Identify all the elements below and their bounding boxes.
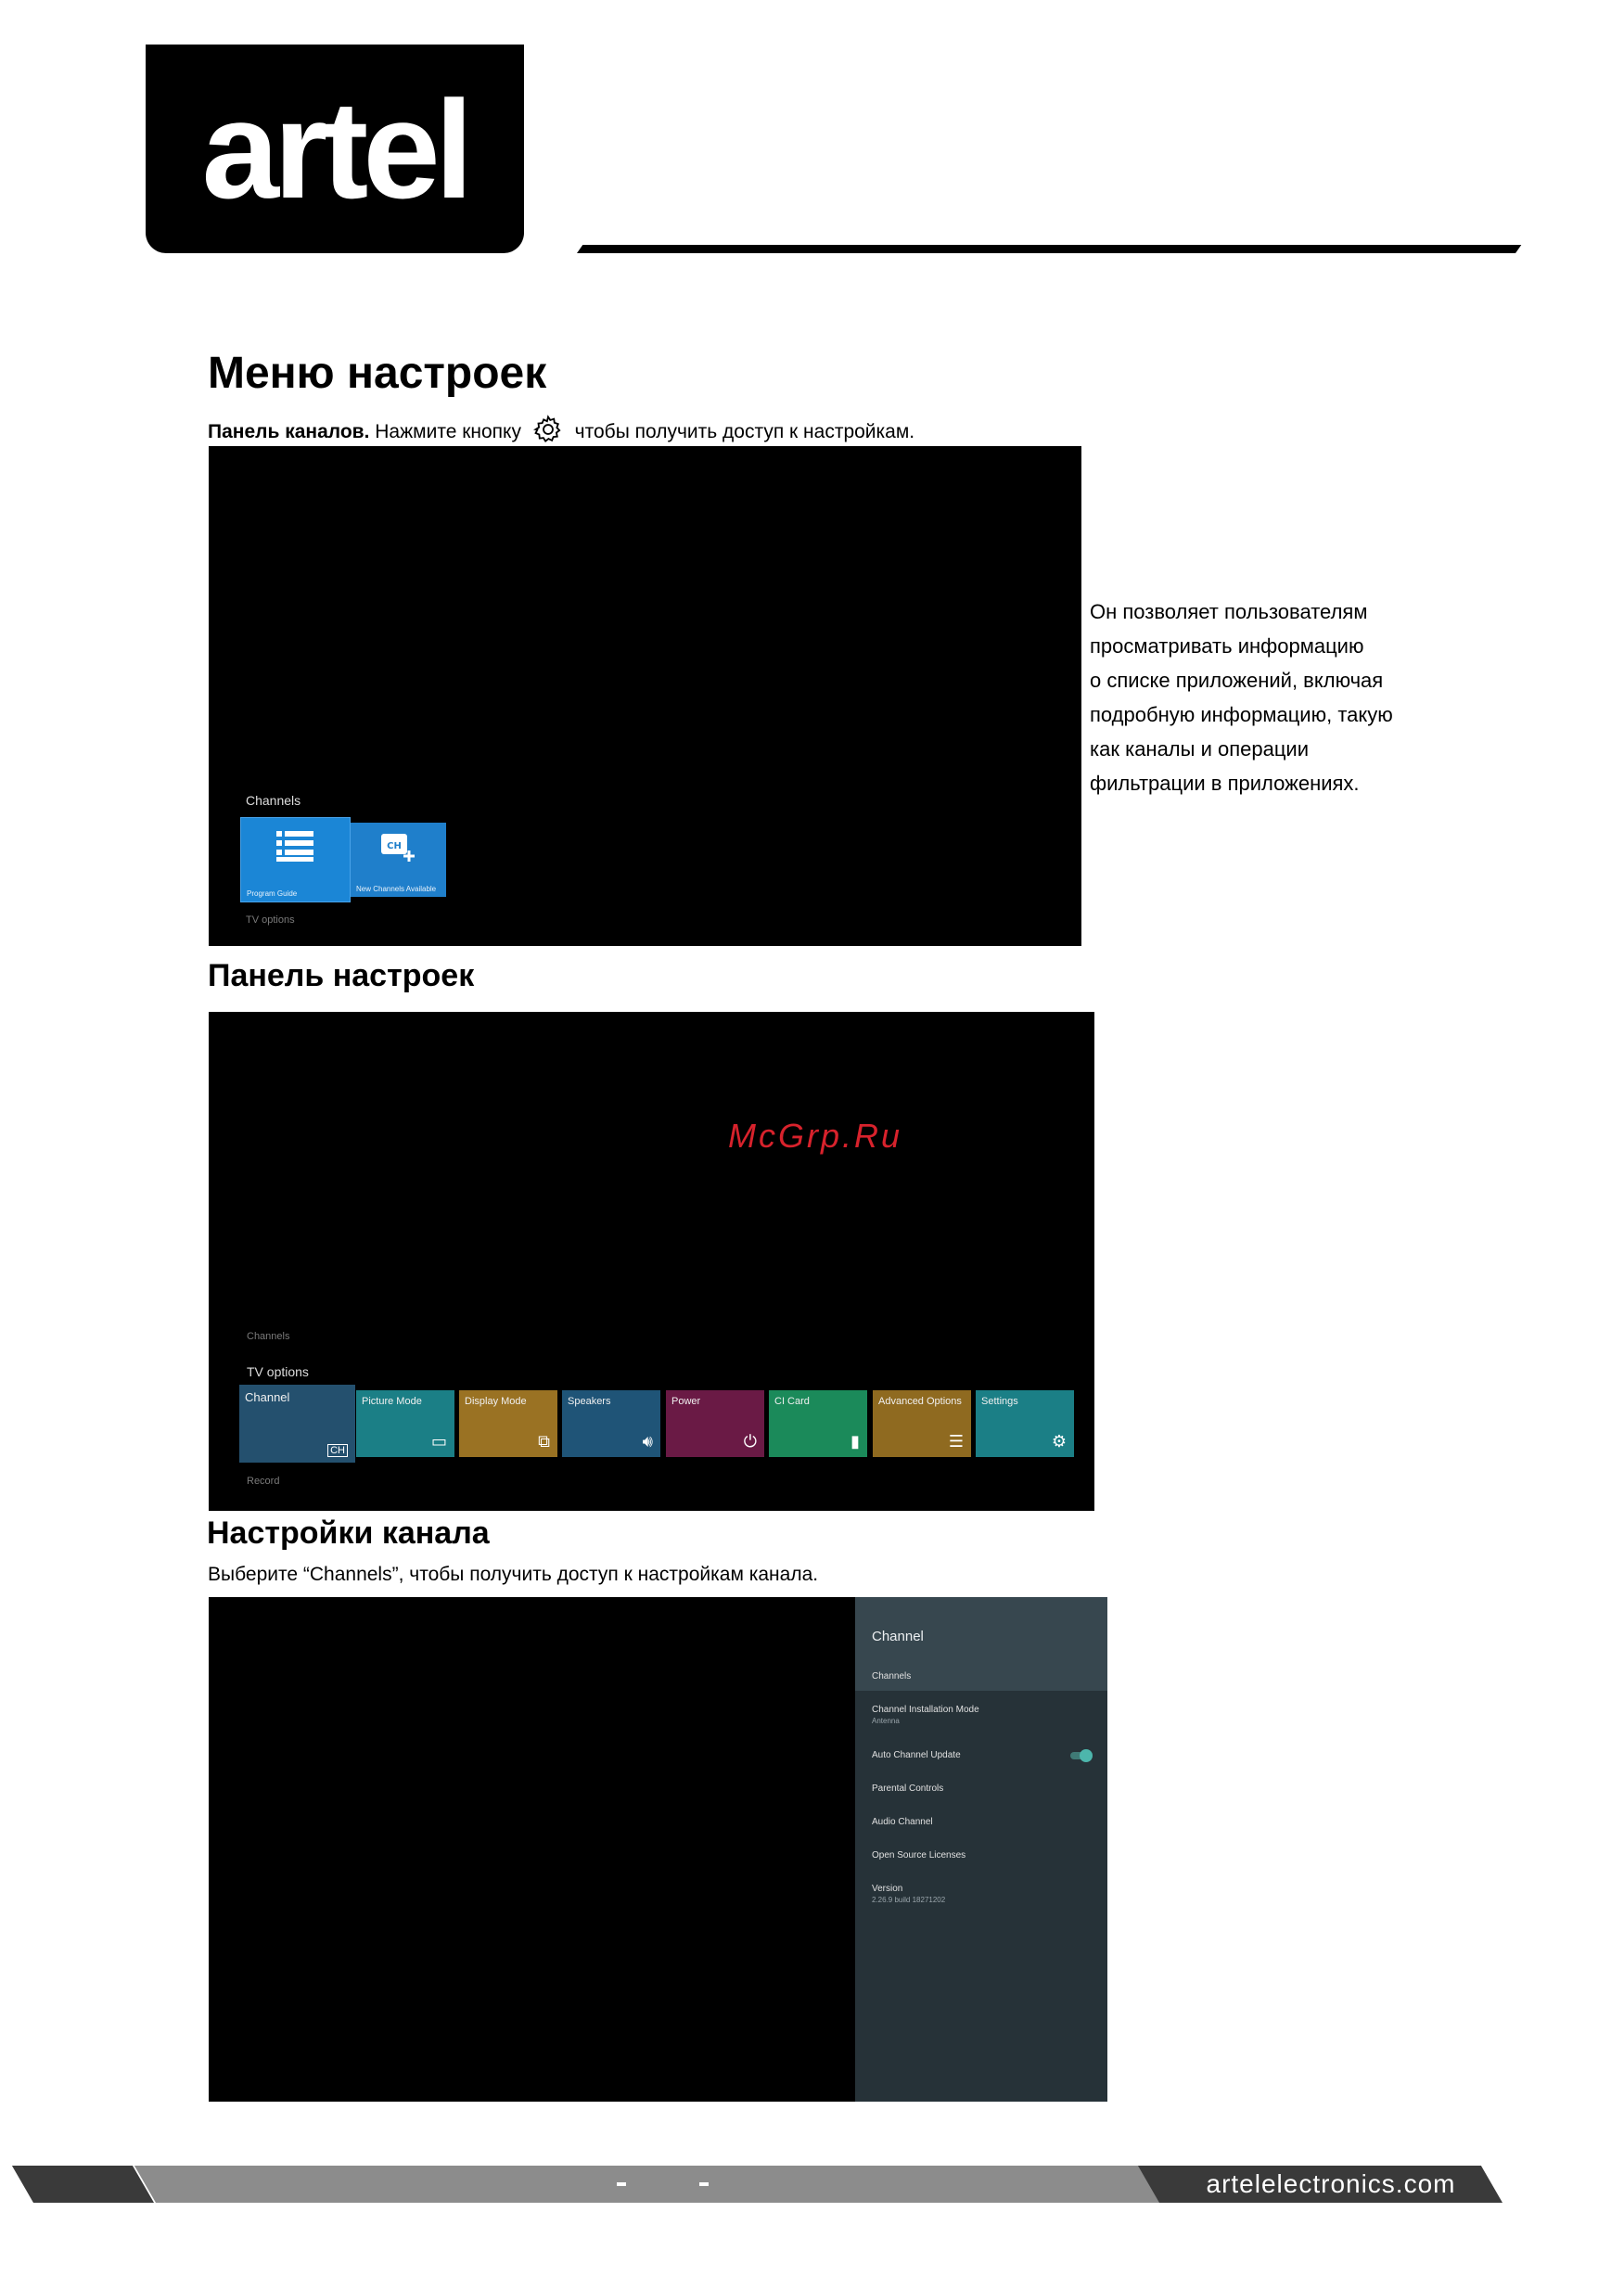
- section-title-settings-panel: Панель настроек: [208, 958, 475, 993]
- row-label: Parental Controls: [872, 1784, 944, 1794]
- row-label: Channel Installation Mode: [872, 1705, 979, 1715]
- aspect-icon: ⧉: [538, 1432, 550, 1451]
- intro-after-icon: чтобы получить доступ к настройкам.: [574, 421, 915, 442]
- side-note: [1090, 595, 1461, 800]
- row-channel-installation-mode[interactable]: [872, 1705, 979, 1725]
- option-speakers[interactable]: [562, 1390, 660, 1457]
- row-version[interactable]: [872, 1884, 945, 1904]
- option-ci-card[interactable]: [769, 1390, 867, 1457]
- gear-icon: ⚙: [1051, 1432, 1067, 1451]
- checklist-icon: ☰: [948, 1432, 964, 1451]
- speaker-icon: 🔊︎: [642, 1432, 653, 1451]
- option-power[interactable]: [666, 1390, 764, 1457]
- row-label: Auto Channel Update: [872, 1750, 961, 1760]
- new-channels-label: New Channels Available: [356, 885, 437, 893]
- toggle-knob: [1080, 1749, 1093, 1762]
- channel-settings-panel: [855, 1597, 1107, 2102]
- intro-bold: Панель каналов.: [208, 421, 370, 442]
- row-title-channels: Channels: [247, 1331, 290, 1342]
- program-guide-label: Program Guide: [247, 889, 298, 898]
- row-sub: Antenna: [872, 1717, 900, 1725]
- side-note-line: как каналы и операции: [1090, 737, 1310, 761]
- option-label: Channel: [245, 1390, 290, 1404]
- option-display-mode[interactable]: [459, 1390, 557, 1457]
- section-title-channel-settings: Настройки канала: [207, 1515, 490, 1551]
- side-note-line: о списке приложений, включая: [1090, 669, 1384, 692]
- option-label: CI Card: [774, 1396, 810, 1407]
- option-label: Settings: [981, 1396, 1018, 1407]
- plug-icon: ⏻: [743, 1432, 757, 1451]
- intro-text: [208, 414, 914, 445]
- channel-settings-screenshot: [209, 1597, 1107, 2102]
- option-label: Speakers: [568, 1396, 611, 1407]
- footer-dash: [699, 2182, 709, 2186]
- row-label: Open Source Licenses: [872, 1850, 966, 1860]
- side-note-line: фильтрации в приложениях.: [1090, 772, 1360, 795]
- row-label: Audio Channel: [872, 1817, 933, 1827]
- list-icon: [276, 831, 313, 863]
- row-audio-channel[interactable]: [872, 1817, 933, 1827]
- monitor-icon: ▭: [430, 1432, 447, 1451]
- option-picture-mode[interactable]: [356, 1390, 454, 1457]
- intro-before-icon: Нажмите кнопку: [375, 421, 521, 442]
- page-title: Меню настроек: [208, 349, 547, 398]
- row-title-channels: Channels: [246, 793, 301, 808]
- option-label: Power: [671, 1396, 701, 1407]
- row-title-tv-options: TV options: [246, 914, 295, 926]
- panel-header: [855, 1597, 1107, 1660]
- row-sub: 2.26.9 build 18271202: [872, 1896, 946, 1904]
- row-label: Channels: [872, 1671, 912, 1681]
- panel-title: Channel: [872, 1629, 924, 1644]
- section3-text: Выберите “Channels”, чтобы получить доступ к настройкам канала.: [208, 1564, 819, 1585]
- option-channel[interactable]: [239, 1385, 355, 1463]
- side-note-line: Он позволяет пользователям: [1090, 600, 1368, 623]
- svg-text:CH: CH: [387, 841, 402, 851]
- option-label: Display Mode: [465, 1396, 527, 1407]
- footer-bar-middle: [134, 2166, 1162, 2203]
- card-icon: ▮: [850, 1432, 860, 1451]
- ch-icon: CH: [327, 1444, 348, 1457]
- logo-text: artel: [201, 71, 468, 227]
- row-channels[interactable]: [872, 1671, 911, 1681]
- brand-logo: [146, 45, 524, 253]
- row-open-source-licenses[interactable]: [872, 1850, 965, 1860]
- gear-icon: [532, 414, 564, 445]
- side-note-line: подробную информацию, такую: [1090, 703, 1393, 726]
- side-note-line: просматривать информацию: [1090, 634, 1364, 658]
- row-auto-channel-update[interactable]: [872, 1750, 1091, 1760]
- toggle-switch[interactable]: [1070, 1752, 1091, 1759]
- option-label: Picture Mode: [362, 1396, 422, 1407]
- row-label: Version: [872, 1884, 903, 1894]
- ch-plus-icon: [381, 834, 416, 863]
- header-rule: [577, 245, 1521, 253]
- footer-dash: [617, 2182, 626, 2186]
- option-advanced-options[interactable]: [873, 1390, 971, 1457]
- footer-bar-left: [12, 2166, 154, 2203]
- new-channels-tile[interactable]: [351, 823, 446, 897]
- settings-panel-screenshot: [209, 1012, 1094, 1511]
- watermark: McGrp.Ru: [728, 1117, 903, 1155]
- option-settings[interactable]: [976, 1390, 1074, 1457]
- row-title-record: Record: [247, 1476, 280, 1487]
- program-guide-tile[interactable]: [241, 818, 350, 901]
- footer-website: artelelectronics.com: [1206, 2169, 1456, 2198]
- row-parental-controls[interactable]: [872, 1784, 943, 1794]
- channels-panel-screenshot: [209, 446, 1081, 946]
- option-label: Advanced Options: [878, 1396, 962, 1407]
- row-title-tv-options: TV options: [247, 1364, 309, 1379]
